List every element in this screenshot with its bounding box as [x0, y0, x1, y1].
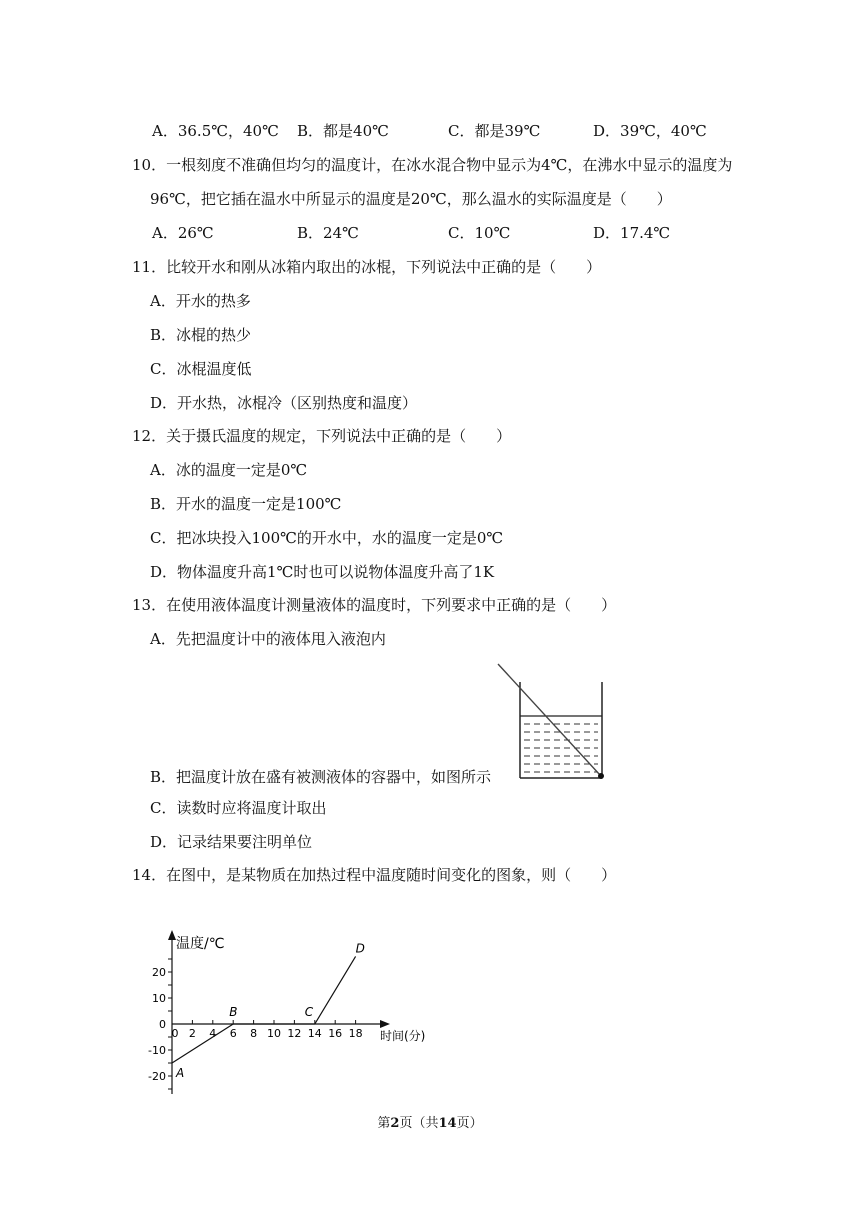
q13-option-a: A．先把温度计中的液体甩入液泡内: [150, 630, 386, 648]
beaker-thermometer-figure: [492, 660, 612, 785]
x-tick-label: 6: [229, 1027, 237, 1040]
q11-option-d: D．开水热，冰棍冷（区别热度和温度）: [150, 394, 418, 412]
x-tick-label: 10: [267, 1027, 281, 1040]
q13-option-d: D．记录结果要注明单位: [150, 833, 313, 851]
y-tick-label: 20: [152, 966, 166, 979]
footer-total-pages: 14: [438, 1116, 457, 1131]
temperature-time-graph: [140, 928, 440, 1098]
x-tick-label: 16: [328, 1027, 343, 1040]
q9-option-b: B．都是40℃: [297, 122, 389, 140]
point-label-c: C: [304, 1005, 314, 1019]
q12-option-b: B．开水的温度一定是100℃: [150, 495, 342, 513]
q14-stem: 14．在图中，是某物质在加热过程中温度随时间变化的图象，则（ ）: [132, 866, 617, 884]
y-axis-arrow: [168, 930, 176, 940]
y-tick-label: 10: [152, 992, 166, 1005]
q10-option-c: C．10℃: [448, 224, 511, 242]
point-label-d: D: [355, 941, 365, 956]
q11-option-c: C．冰棍温度低: [150, 360, 252, 378]
q12-stem: 12．关于摄氏温度的规定，下列说法中正确的是（ ）: [132, 427, 512, 445]
thermometer-bulb: [598, 773, 604, 779]
thermometer-stem: [498, 664, 600, 775]
y-tick-label: 0: [159, 1018, 166, 1031]
footer-mid: 页（共: [399, 1116, 439, 1131]
x-tick-label: 12: [287, 1027, 302, 1040]
q10-option-d: D．17.4℃: [593, 224, 671, 242]
x-tick-label: 14: [307, 1027, 322, 1040]
q9-option-c: C．都是39℃: [448, 122, 541, 140]
liquid-hatching: [524, 724, 598, 772]
x-tick-label: 2: [188, 1027, 196, 1040]
y-tick-label: -10: [148, 1044, 166, 1057]
segment-ab: [172, 1024, 233, 1063]
q13-stem: 13．在使用液体温度计测量液体的温度时，下列要求中正确的是（ ）: [132, 596, 617, 614]
q10-option-a: A．26℃: [152, 224, 214, 242]
q9-option-a: A．36.5℃，40℃: [152, 122, 279, 140]
y-tick-label: -20: [148, 1070, 166, 1083]
q10-option-b: B．24℃: [297, 224, 359, 242]
q13-option-c: C．读数时应将温度计取出: [150, 799, 327, 817]
point-label-b: B: [229, 1005, 238, 1019]
q12-option-a: A．冰的温度一定是0℃: [150, 461, 308, 479]
q10-stem-line1: 10．一根刻度不准确但均匀的温度计，在冰水混合物中显示为4℃，在沸水中显示的温度为: [132, 156, 733, 174]
x-tick-label: 8: [250, 1027, 258, 1040]
q11-option-a: A．开水的热多: [150, 292, 251, 310]
x-axis-arrow: [380, 1020, 390, 1028]
x-tick-label: 0: [171, 1027, 179, 1040]
point-label-a: A: [176, 1066, 185, 1080]
footer-suffix: 页）: [456, 1116, 483, 1131]
q13-option-b: B．把温度计放在盛有被测液体的容器中，如图所示: [150, 768, 492, 786]
q10-stem-line2: 96℃，把它插在温水中所显示的温度是20℃，那么温水的实际温度是（ ）: [150, 190, 672, 208]
segment-cd: [315, 956, 356, 1024]
x-axis-label: 时间(分): [380, 1029, 426, 1043]
footer-prefix: 第: [377, 1116, 391, 1131]
page-footer: [0, 1112, 860, 1131]
q11-option-b: B．冰棍的热少: [150, 326, 252, 344]
y-axis-label: 温度/℃: [176, 936, 225, 952]
q11-stem: 11．比较开水和刚从冰箱内取出的冰棍，下列说法中正确的是（ ）: [132, 258, 602, 276]
q12-option-d: D．物体温度升高1℃时也可以说物体温度升高了1K: [150, 563, 495, 581]
q12-option-c: C．把冰块投入100℃的开水中，水的温度一定是0℃: [150, 529, 504, 547]
x-tick-label: 18: [348, 1027, 363, 1040]
q9-option-d: D．39℃，40℃: [593, 122, 707, 140]
x-tick-label: 4: [209, 1027, 217, 1040]
footer-page-number: 2: [390, 1116, 400, 1131]
